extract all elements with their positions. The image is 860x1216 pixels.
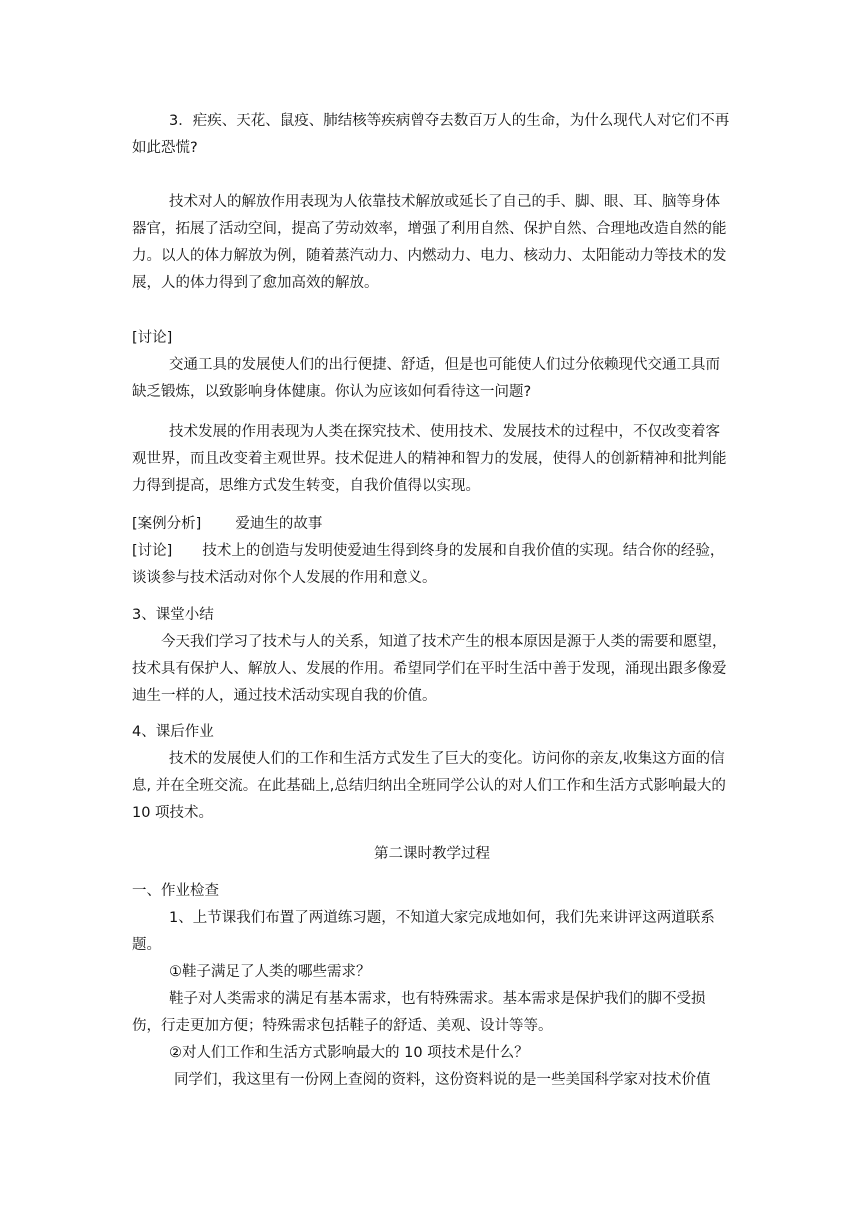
answer-shoes: 鞋子对人类需求的满足有基本需求，也有特殊需求。基本需求是保护我们的脚不受损伤，行走更加方便；特殊需求包括鞋子的舒适、美观、设计等等。	[132, 991, 706, 1034]
case-title: 爱迪生的故事	[235, 516, 323, 532]
summary-text: 今天我们学习了技术与人的关系，知道了技术产生的根本原因是源于人类的需要和愿望，技术具有保护人、解放人、发展的作用。希望同学们在平时生活中善于发现，涌现出跟多像爱迪生一样的人，通过技术活动实现自我的价值。	[132, 634, 727, 704]
question-top10: ②对人们工作和生活方式影响最大的 10 项技术是什么？	[169, 1045, 529, 1061]
homework-check-heading: 一、作业检查	[132, 883, 219, 899]
homework-text: 技术的发展使人们的工作和生活方式发生了巨大的变化。访问你的亲友,收集这方面的信息, 并在全班交流。在此基础上,总结归纳出全班同学公认的对人们工作和生活方式影响最大的 10 项技术。	[132, 751, 726, 821]
discussion-1: 交通工具的发展使人们的出行便捷、舒适，但是也可能使人们过分依赖现代交通工具而缺乏锻炼，以致影响身体健康。你认为应该如何看待这一问题?	[132, 357, 720, 400]
question-3: 3．疟疾、天花、鼠疫、肺结核等疾病曾夺去数百万人的生命，为什么现代人对它们不再如此恐慌?	[132, 113, 730, 156]
discussion-label: [讨论]	[132, 330, 173, 346]
homework-check-intro: 1、上节课我们布置了两道练习题，不知道大家完成地如何，我们先来讲评这两道联系题。	[132, 910, 715, 953]
answer-top10: 同学们，我这里有一份网上查阅的资料，这份资料说的是一些美国科学家对技术价值	[174, 1072, 711, 1088]
question-shoes: ①鞋子满足了人类的哪些需求？	[169, 964, 371, 980]
case-analysis-line	[132, 511, 732, 538]
summary-heading: 3、课堂小结	[132, 607, 214, 623]
discussion-2-block	[132, 538, 732, 592]
discussion-label-2: [讨论]	[132, 543, 173, 559]
homework-heading: 4、课后作业	[132, 724, 214, 740]
case-label: [案例分析]	[132, 516, 202, 532]
discussion-2: 技术上的创造与发明使爱迪生得到终身的发展和自我价值的实现。结合你的经验，谈谈参与技术活动对你个人发展的作用和意义。	[132, 543, 725, 586]
paragraph-development: 技术发展的作用表现为人类在探究技术、使用技术、发展技术的过程中，不仅改变着客观世界，而且改变着主观世界。技术促进人的精神和智力的发展，使得人的创新精神和批判能力得到提高，思维方式发生转变，自我价值得以实现。	[132, 424, 727, 494]
lesson-2-title: 第二课时教学过程	[374, 846, 490, 862]
paragraph-liberation: 技术对人的解放作用表现为人依靠技术解放或延长了自己的手、脚、眼、耳、脑等身体器官，拓展了活动空间，提高了劳动效率，增强了利用自然、保护自然、合理地改造自然的能力。以人的体力解放为例，随着蒸汽动力、内燃动力、电力、核动力、太阳能动力等技术的发展，人的体力得到了愈加高效的解放。	[132, 194, 727, 291]
